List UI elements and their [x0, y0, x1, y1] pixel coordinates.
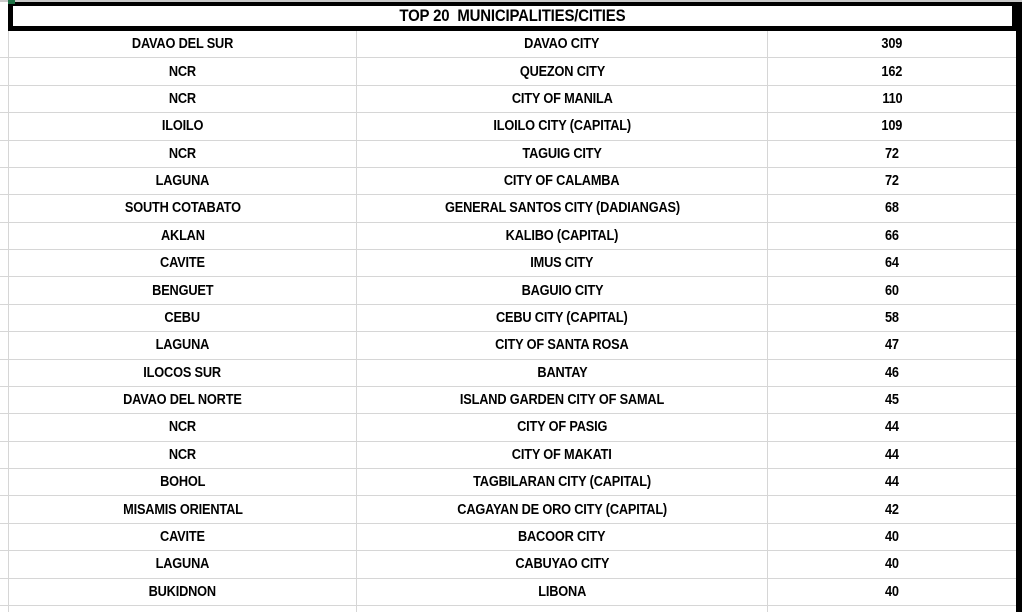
row-gutter: [0, 195, 8, 221]
table-title-cell[interactable]: [8, 2, 1016, 31]
city-cell[interactable]: [357, 113, 768, 139]
city-text: BANTAY: [537, 364, 587, 381]
province-cell[interactable]: [8, 168, 357, 194]
row-gutter: [0, 305, 8, 331]
table-row: [0, 360, 1016, 387]
province-cell[interactable]: [8, 31, 357, 57]
province-cell[interactable]: [8, 250, 357, 276]
city-cell[interactable]: [357, 31, 768, 57]
green-corner-marker: [8, 0, 15, 4]
province-text: ILOCOS SUR: [143, 364, 222, 381]
table-row: [0, 250, 1016, 277]
row-gutter: [0, 58, 8, 84]
city-text: CITY OF SANTA ROSA: [495, 337, 629, 354]
row-gutter: [0, 387, 8, 413]
province-text: NCR: [168, 419, 197, 436]
count-cell[interactable]: [768, 496, 1016, 522]
row-gutter: [0, 496, 8, 522]
city-cell[interactable]: [357, 551, 768, 577]
province-text: NCR: [168, 145, 197, 162]
row-gutter: [0, 86, 8, 112]
province-cell[interactable]: [8, 332, 357, 358]
table-body: [0, 31, 1016, 612]
row-gutter: [0, 250, 8, 276]
province-cell[interactable]: [8, 524, 357, 550]
row-gutter: [0, 168, 8, 194]
count-cell[interactable]: [768, 58, 1016, 84]
province-text: CAVITE: [160, 255, 205, 272]
table-title: TOP 20 MUNICIPALITIES/CITIES: [399, 6, 626, 25]
count-cell[interactable]: [768, 223, 1016, 249]
count-cell[interactable]: [768, 551, 1016, 577]
province-text: DAVAO DEL SUR: [131, 36, 234, 53]
row-gutter: [0, 360, 8, 386]
city-cell[interactable]: [357, 414, 768, 440]
count-cell[interactable]: [768, 168, 1016, 194]
count-cell[interactable]: [768, 305, 1016, 331]
table-row: [0, 305, 1016, 332]
table-row: [0, 277, 1016, 304]
table-row: [0, 58, 1016, 85]
count-cell[interactable]: [768, 469, 1016, 495]
province-cell[interactable]: [8, 58, 357, 84]
province-text: BOHOL: [159, 474, 206, 491]
table-row: [0, 141, 1016, 168]
count-cell[interactable]: [768, 579, 1016, 605]
province-text: BENGUET: [151, 282, 214, 299]
count-cell[interactable]: [768, 86, 1016, 112]
count-cell[interactable]: [768, 387, 1016, 413]
count-cell[interactable]: [768, 442, 1016, 468]
province-cell[interactable]: [8, 86, 357, 112]
count-text: 60: [885, 282, 899, 299]
province-cell[interactable]: [8, 579, 357, 605]
province-text: ILOILO: [161, 118, 204, 135]
table-row: [0, 579, 1016, 606]
table-row: [0, 551, 1016, 578]
count-text: 47: [885, 337, 899, 354]
city-cell[interactable]: [357, 86, 768, 112]
row-gutter: [0, 141, 8, 167]
province-cell[interactable]: [8, 141, 357, 167]
table-row: [0, 496, 1016, 523]
row-gutter: [0, 223, 8, 249]
province-cell[interactable]: [8, 414, 357, 440]
count-text: 44: [885, 446, 899, 463]
city-text: DAVAO CITY: [524, 36, 600, 53]
count-cell[interactable]: [768, 332, 1016, 358]
count-text: 68: [885, 200, 899, 217]
province-cell[interactable]: [8, 360, 357, 386]
count-cell[interactable]: [768, 606, 1016, 612]
table-row: [0, 113, 1016, 140]
province-cell[interactable]: [8, 496, 357, 522]
count-cell[interactable]: [768, 360, 1016, 386]
count-text: 58: [885, 309, 899, 326]
count-text: 40: [885, 528, 899, 545]
city-text: CITY OF MAKATI: [512, 446, 612, 463]
city-cell[interactable]: [357, 250, 768, 276]
city-text: CITY OF PASIG: [516, 419, 608, 436]
city-cell[interactable]: [357, 305, 768, 331]
count-text: 45: [885, 392, 899, 409]
count-cell[interactable]: [768, 414, 1016, 440]
count-text: 40: [885, 556, 899, 573]
province-text: SOUTH COTABATO: [124, 200, 241, 217]
city-cell[interactable]: [357, 223, 768, 249]
count-text: 64: [885, 255, 899, 272]
count-cell[interactable]: [768, 195, 1016, 221]
province-cell[interactable]: [8, 387, 357, 413]
province-cell[interactable]: [8, 195, 357, 221]
count-cell[interactable]: [768, 277, 1016, 303]
count-text: 44: [885, 419, 899, 436]
province-text: NCR: [168, 90, 197, 107]
city-text: BACOOR CITY: [518, 528, 606, 545]
city-cell[interactable]: [357, 496, 768, 522]
count-text: 162: [881, 63, 903, 80]
row-gutter: [0, 113, 8, 139]
city-text: IMUS CITY: [530, 255, 594, 272]
city-text: CEBU CITY (CAPITAL): [496, 309, 628, 326]
province-cell[interactable]: [8, 551, 357, 577]
table-row: [0, 469, 1016, 496]
city-cell[interactable]: [357, 195, 768, 221]
count-text: 44: [885, 474, 899, 491]
count-cell[interactable]: [768, 524, 1016, 550]
table-row: [0, 168, 1016, 195]
city-cell[interactable]: [357, 442, 768, 468]
province-cell[interactable]: [8, 113, 357, 139]
count-text: 46: [885, 364, 899, 381]
count-cell[interactable]: [768, 31, 1016, 57]
province-cell[interactable]: [8, 442, 357, 468]
count-text: 42: [885, 501, 899, 518]
table-row: [0, 223, 1016, 250]
city-text: CITY OF MANILA: [511, 90, 613, 107]
row-gutter: [0, 606, 8, 612]
row-gutter: [0, 579, 8, 605]
table-row: [0, 86, 1016, 113]
city-text: TAGUIG CITY: [522, 145, 602, 162]
province-text: AKLAN: [160, 227, 205, 244]
table-row: [0, 414, 1016, 441]
province-text: LAGUNA: [155, 173, 210, 190]
count-text: 110: [881, 90, 903, 107]
table-row: [0, 387, 1016, 414]
row-gutter: [0, 277, 8, 303]
city-cell[interactable]: [357, 387, 768, 413]
city-cell[interactable]: [357, 360, 768, 386]
city-cell[interactable]: [357, 141, 768, 167]
city-text: ISLAND GARDEN CITY OF SAMAL: [459, 392, 665, 409]
count-text: 72: [885, 145, 899, 162]
province-text: LAGUNA: [155, 556, 210, 573]
table-row: [0, 606, 1016, 612]
province-cell[interactable]: [8, 305, 357, 331]
city-text: TAGBILARAN CITY (CAPITAL): [473, 474, 651, 491]
province-text: CEBU: [164, 309, 201, 326]
city-text: QUEZON CITY: [519, 63, 605, 80]
province-text: DAVAO DEL NORTE: [123, 392, 242, 409]
province-cell[interactable]: [8, 469, 357, 495]
table-row: [0, 524, 1016, 551]
province-text: LAGUNA: [155, 337, 210, 354]
city-cell[interactable]: [357, 168, 768, 194]
province-text: MISAMIS ORIENTAL: [122, 501, 243, 518]
count-text: 66: [885, 227, 899, 244]
province-text: NCR: [168, 63, 197, 80]
count-cell[interactable]: [768, 113, 1016, 139]
table-row: [0, 31, 1016, 58]
table-row: [0, 442, 1016, 469]
count-cell[interactable]: [768, 141, 1016, 167]
city-cell[interactable]: [357, 606, 768, 612]
row-gutter: [0, 442, 8, 468]
count-text: 309: [881, 36, 903, 53]
province-cell[interactable]: [8, 277, 357, 303]
row-gutter: [0, 469, 8, 495]
count-text: 40: [885, 583, 899, 600]
row-gutter: [0, 31, 8, 57]
city-text: BAGUIO CITY: [521, 282, 603, 299]
city-cell[interactable]: [357, 58, 768, 84]
province-text: BUKIDNON: [148, 583, 217, 600]
table-right-border: [1016, 2, 1022, 612]
row-gutter: [0, 524, 8, 550]
row-gutter: [0, 332, 8, 358]
city-cell[interactable]: [357, 524, 768, 550]
province-text: NCR: [168, 446, 197, 463]
city-text: CABUYAO CITY: [515, 556, 609, 573]
count-text: 109: [881, 118, 903, 135]
city-text: GENERAL SANTOS CITY (DADIANGAS): [444, 200, 680, 217]
province-text: CAVITE: [160, 528, 205, 545]
province-cell[interactable]: [8, 606, 357, 612]
city-text: CITY OF CALAMBA: [504, 173, 620, 190]
province-cell[interactable]: [8, 223, 357, 249]
city-cell[interactable]: [357, 277, 768, 303]
table-row: [0, 195, 1016, 222]
city-cell[interactable]: [357, 332, 768, 358]
city-text: LIBONA: [538, 583, 586, 600]
row-gutter: [0, 551, 8, 577]
city-cell[interactable]: [357, 579, 768, 605]
count-text: 72: [885, 173, 899, 190]
city-text: KALIBO (CAPITAL): [505, 227, 619, 244]
row-gutter: [0, 414, 8, 440]
city-cell[interactable]: [357, 469, 768, 495]
city-text: ILOILO CITY (CAPITAL): [493, 118, 631, 135]
table-row: [0, 332, 1016, 359]
count-cell[interactable]: [768, 250, 1016, 276]
city-text: CAGAYAN DE ORO CITY (CAPITAL): [457, 501, 667, 518]
